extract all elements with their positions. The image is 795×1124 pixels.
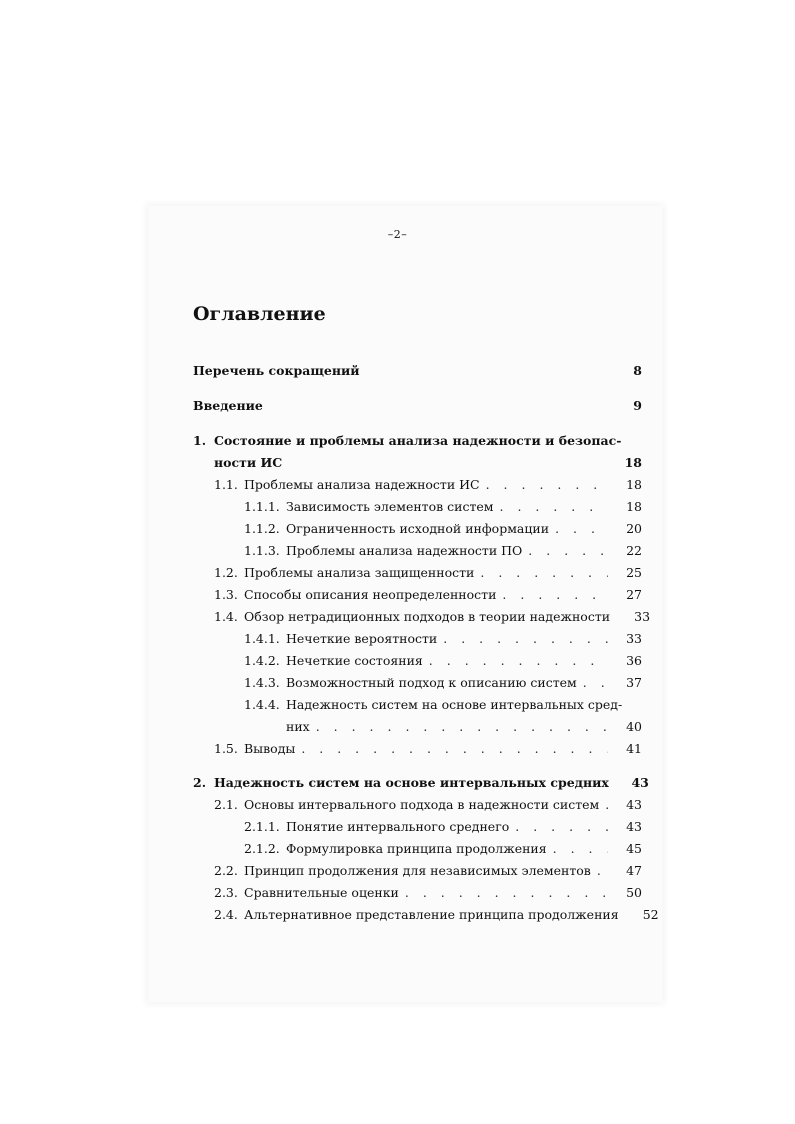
toc-entry-number: 2.1. — [214, 797, 238, 812]
toc-section-2-1[interactable] — [214, 797, 642, 813]
toc-entry-page: 9 — [633, 398, 642, 413]
toc-entry-page: 40 — [626, 719, 642, 734]
toc-entry-title: Состояние и проблемы анализа надежности и безопас- — [214, 433, 622, 448]
toc-entry-number: 2.2. — [214, 863, 238, 878]
dot-leader — [437, 631, 608, 647]
toc-entry-number: 1.3. — [214, 587, 238, 602]
toc-entry-number: 1.4.2. — [244, 653, 280, 668]
toc-entry-number: 2.3. — [214, 885, 238, 900]
toc-chapter-2[interactable] — [193, 775, 649, 791]
toc-entry-number: 1.1. — [214, 477, 238, 492]
toc-entry-number: 1.4.3. — [244, 675, 280, 690]
toc-section-1-4[interactable] — [214, 609, 651, 625]
toc-entry-abbreviations[interactable] — [193, 363, 642, 379]
toc-entry-title: Способы описания неопределенности — [244, 587, 497, 602]
toc-entry-number: 1.4. — [214, 609, 238, 624]
dot-leader — [399, 885, 608, 901]
toc-entry-title: Принцип продолжения для независимых элементов — [244, 863, 591, 878]
toc-subsection-1-4-2[interactable] — [244, 653, 642, 669]
toc-entry-title: Понятие интервального среднего — [286, 819, 510, 834]
toc-entry-title: Надежность систем на основе интервальных сред- — [286, 697, 623, 712]
toc-entry-page: 47 — [626, 863, 642, 878]
toc-entry-title-continuation: ности ИС — [214, 455, 283, 470]
toc-entry-number: 2. — [193, 775, 207, 790]
dot-leader — [549, 521, 608, 537]
toc-entry-title: Проблемы анализа надежности ПО — [286, 543, 523, 558]
toc-entry-number: 1.1.1. — [244, 499, 280, 514]
dot-leader — [522, 543, 608, 559]
toc-entry-page: 50 — [626, 885, 642, 900]
toc-entry-introduction[interactable] — [193, 398, 642, 414]
toc-entry-page: 37 — [626, 675, 642, 690]
toc-section-1-5[interactable] — [214, 741, 642, 757]
toc-subsection-1-1-1[interactable] — [244, 499, 642, 515]
toc-subsection-1-4-3[interactable] — [244, 675, 642, 691]
toc-chapter-1-continuation[interactable] — [214, 455, 642, 471]
toc-entry-page: 33 — [634, 609, 651, 624]
toc-entry-page: 22 — [626, 543, 642, 558]
dot-leader — [310, 719, 608, 735]
toc-subsection-1-4-1[interactable] — [244, 631, 642, 647]
toc-section-1-2[interactable] — [214, 565, 642, 581]
toc-entry-title: Ограниченность исходной информации — [286, 521, 550, 536]
toc-entry-number: 1.2. — [214, 565, 238, 580]
toc-subsection-1-4-4[interactable] — [244, 697, 642, 713]
toc-entry-title: Основы интервального подхода в надежности систем — [244, 797, 600, 812]
toc-entry-title: Перечень сокращений — [193, 363, 360, 378]
dot-leader — [496, 587, 608, 603]
toc-entry-title: Формулировка принципа продолжения — [286, 841, 547, 856]
toc-section-2-3[interactable] — [214, 885, 642, 901]
toc-entry-page: 18 — [626, 499, 642, 514]
toc-entry-page: 33 — [626, 631, 642, 646]
toc-entry-number: 2.1.2. — [244, 841, 280, 856]
toc-entry-title: Надежность систем на основе интервальных средних — [214, 775, 609, 790]
dot-leader — [610, 609, 616, 625]
toc-entry-title: Зависимость элементов систем — [286, 499, 494, 514]
toc-entry-title: Возможностный подход к описанию систем — [286, 675, 577, 690]
toc-entry-page: 18 — [626, 477, 642, 492]
toc-entry-title: Обзор нетрадиционных подходов в теории надежности — [244, 609, 611, 624]
toc-chapter-1[interactable] — [193, 433, 642, 449]
toc-entry-number: 2.1.1. — [244, 819, 280, 834]
toc-entry-title: Нечеткие состояния — [286, 653, 423, 668]
toc-entry-number: 1.4.1. — [244, 631, 280, 646]
dot-leader — [480, 477, 608, 493]
toc-entry-page: 41 — [626, 741, 642, 756]
dot-leader — [599, 797, 608, 813]
dot-leader — [591, 863, 608, 879]
toc-subsection-1-1-2[interactable] — [244, 521, 642, 537]
toc-entry-number: 1.1.3. — [244, 543, 280, 558]
toc-entry-page: 27 — [626, 587, 642, 602]
toc-entry-title: Введение — [193, 398, 263, 413]
toc-subsection-1-1-3[interactable] — [244, 543, 642, 559]
toc-subsection-1-4-4-continuation[interactable] — [286, 719, 642, 735]
toc-entry-title-continuation: них — [286, 719, 310, 734]
toc-entry-page: 43 — [626, 797, 642, 812]
dot-leader — [295, 741, 608, 757]
toc-entry-title: Нечеткие вероятности — [286, 631, 438, 646]
toc-entry-number: 1.4.4. — [244, 697, 280, 712]
toc-entry-title: Проблемы анализа защищенности — [244, 565, 475, 580]
toc-section-1-3[interactable] — [214, 587, 642, 603]
toc-section-2-2[interactable] — [214, 863, 642, 879]
toc-entry-number: 1. — [193, 433, 207, 448]
dot-leader — [547, 841, 608, 857]
toc-entry-number: 1.5. — [214, 741, 238, 756]
toc-subsection-2-1-1[interactable] — [244, 819, 642, 835]
toc-entry-page: 45 — [626, 841, 642, 856]
toc-entry-page: 25 — [626, 565, 642, 580]
toc-entry-number: 1.1.2. — [244, 521, 280, 536]
toc-entry-title: Альтернативное представление принципа продолжения — [244, 907, 619, 922]
toc-entry-page: 8 — [633, 363, 642, 378]
toc-entry-title: Сравнительные оценки — [244, 885, 399, 900]
dot-leader — [423, 653, 608, 669]
dot-leader — [509, 819, 608, 835]
toc-entry-page: 43 — [626, 819, 642, 834]
toc-entry-page: 20 — [626, 521, 642, 536]
toc-entry-page: 18 — [624, 455, 642, 470]
toc-entry-page: 43 — [631, 775, 649, 790]
toc-section-2-4[interactable] — [214, 907, 659, 923]
dot-leader — [577, 675, 608, 691]
toc-subsection-2-1-2[interactable] — [244, 841, 642, 857]
toc-entry-page: 52 — [642, 907, 659, 922]
toc-entry-number: 2.4. — [214, 907, 238, 922]
dot-leader — [494, 499, 609, 515]
page-number: –2– — [387, 228, 408, 241]
toc-entry-title: Выводы — [244, 741, 296, 756]
dot-leader — [474, 565, 608, 581]
page-title: Оглавление — [193, 303, 326, 325]
toc-entry-page: 36 — [626, 653, 642, 668]
toc-entry-title: Проблемы анализа надежности ИС — [244, 477, 480, 492]
toc-section-1-1[interactable] — [214, 477, 642, 493]
